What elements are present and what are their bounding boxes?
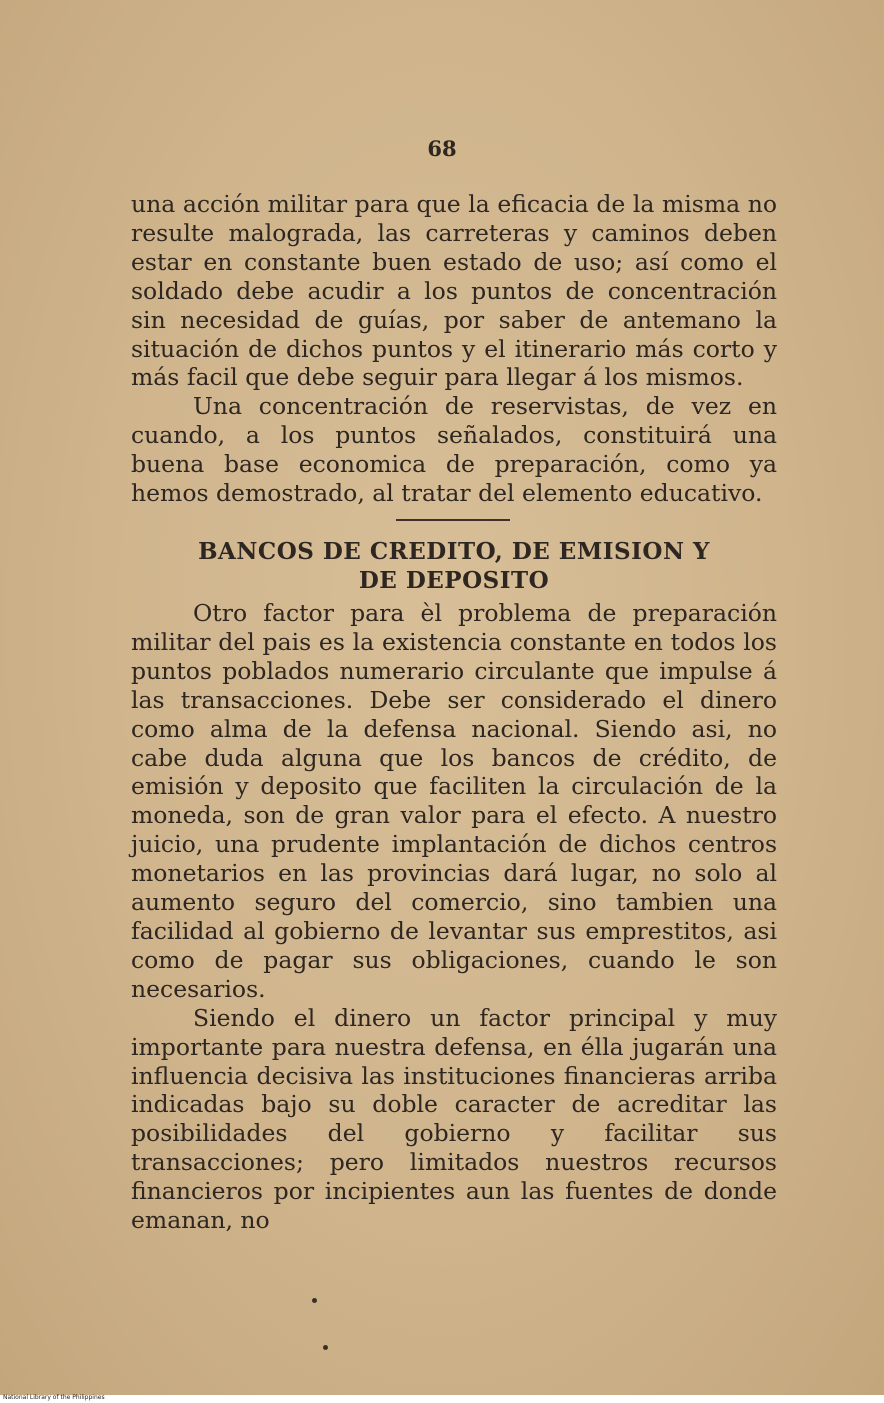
ink-speck bbox=[323, 1345, 328, 1350]
paragraph: una acción militar para que la eficacia de la misma no resulte malograda, las carreteras y caminos deben estar en constante buen estado de uso; así como el soldado debe acudir a los puntos de concentración sin necesidad de guías, por saber de antemano la situación de dichos puntos y el itinerario más corto y más facil que debe seguir para llegar á los mismos. bbox=[131, 190, 777, 392]
section-divider bbox=[396, 519, 510, 521]
ink-speck bbox=[312, 1298, 317, 1303]
paragraph: Otro factor para èl problema de preparación militar del pais es la existencia constante en todos los puntos poblados numerario circulante que impulse á las transacciones. Debe ser considerado el dinero como alma de la defensa nacional. Siendo asi, no cabe duda alguna que los bancos de crédito, de emisión y deposito que faciliten la circulación de la moneda, son de gran valor para el efecto. A nuestro juicio, una prudente implantación de dichos centros monetarios en las provincias dará lugar, no solo al aumento seguro del comercio, sino tambien una facilidad al gobierno de levantar sus emprestitos, asi como de pagar sus obligaciones, cuando le son necesarios. bbox=[131, 599, 777, 1003]
library-attribution: National Library of the Philippines bbox=[3, 1394, 105, 1401]
section-heading-line-1: BANCOS DE CREDITO, DE EMISION Y bbox=[198, 538, 710, 565]
paragraph: Siendo el dinero un factor principal y muy importante para nuestra defensa, en élla jugarán una influencia decisiva las instituciones financieras arriba indicadas bajo su doble caracter de acreditar las posibilidades del gobierno y facilitar sus transacciones; pero limitados nuestros recursos financieros por incipientes aun las fuentes de donde emanan, no bbox=[131, 1003, 777, 1235]
page-number: 68 bbox=[427, 136, 457, 161]
body-text-top bbox=[131, 190, 777, 508]
footer-bar bbox=[0, 1395, 884, 1403]
section-heading-line-2: DE DEPOSITO bbox=[358, 567, 550, 594]
paragraph: Una concentración de reservistas, de vez en cuando, a los puntos señalados, constituirá una buena base economica de preparación, como ya hemos demostrado, al tratar del elemento educativo. bbox=[131, 392, 777, 508]
body-text-bottom bbox=[131, 599, 777, 1235]
